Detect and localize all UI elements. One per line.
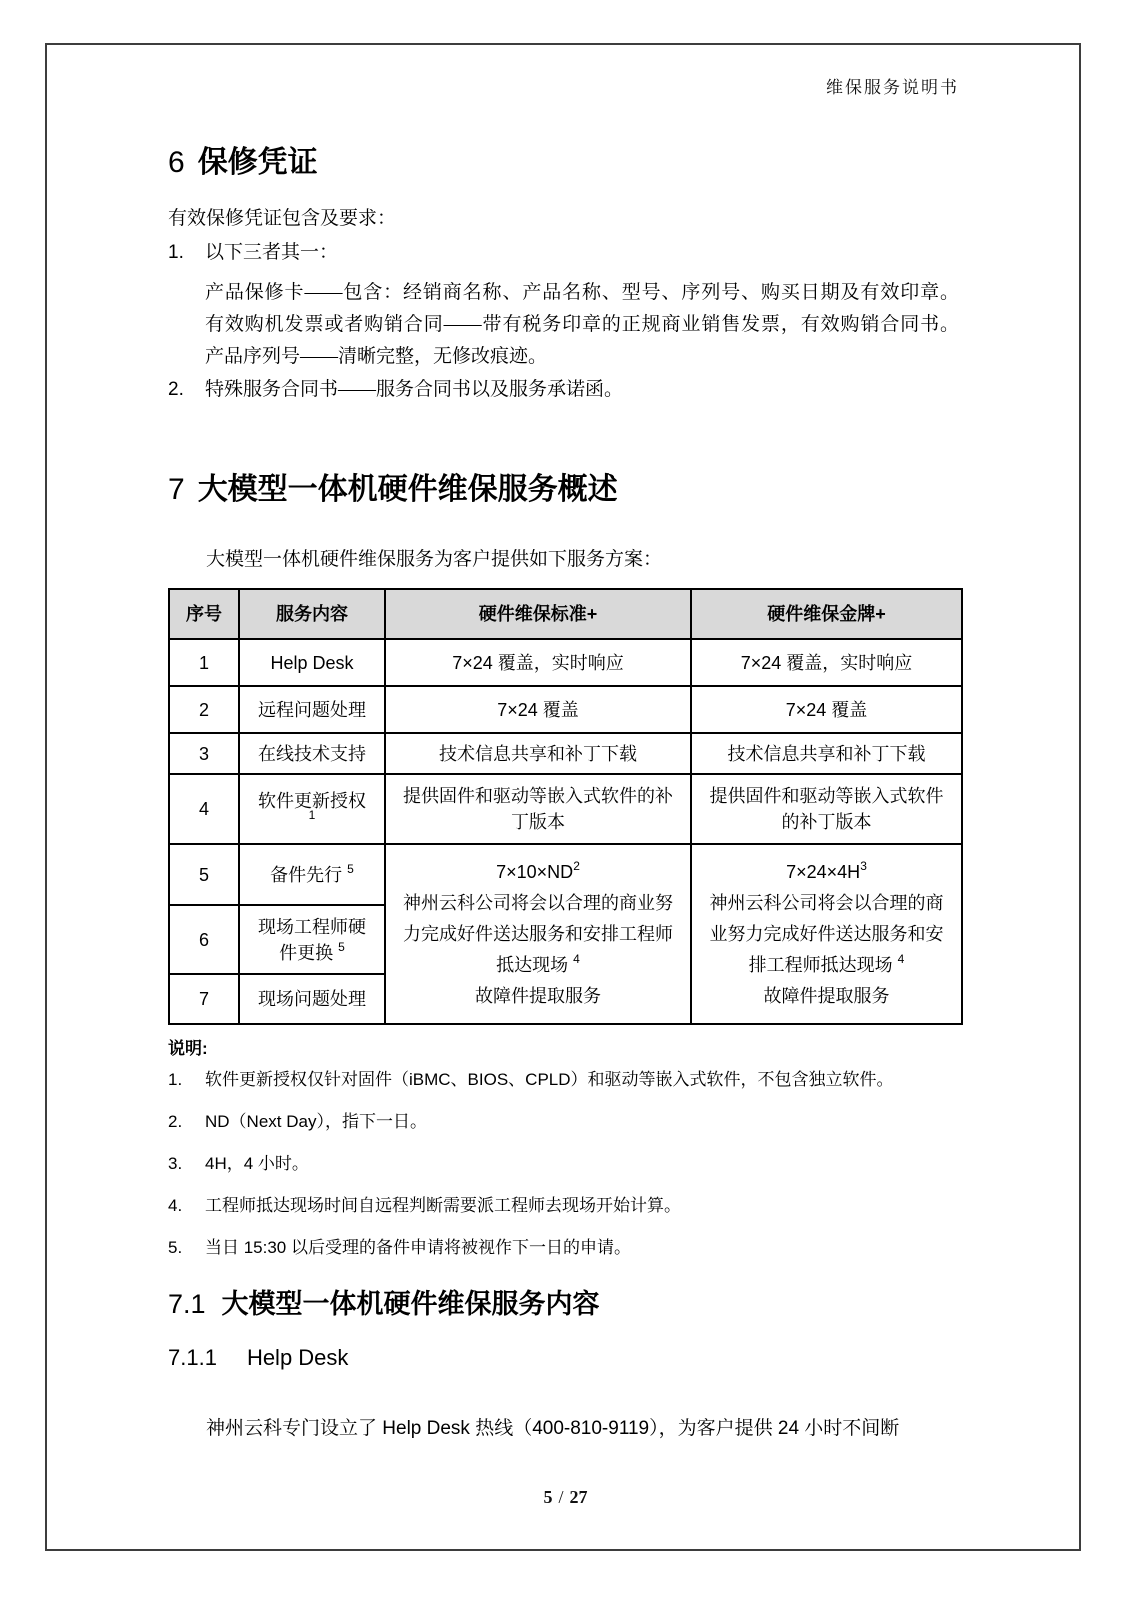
note-4-text: 工程师抵达现场时间自远程判断需要派工程师去现场开始计算。 [205,1196,681,1215]
footnote-marker: 3 [860,858,867,873]
section-7-1-title: 大模型一体机硬件维保服务内容 [221,1289,600,1319]
note-item-2 [168,1109,959,1135]
notes-label: 说明: [168,1039,208,1058]
cell-standard-merged [385,844,691,1024]
table-header-row [169,589,962,639]
helpdesk-paragraph: 神州云科专门设立了 Help Desk 热线（400-810-9119），为客户提供 24 小时不间断 [206,1418,900,1439]
cell-gold: 7×24 覆盖 [691,686,962,733]
section-6-intro: 有效保修凭证包含及要求： [168,208,397,229]
footnote-marker: 1 [308,808,316,822]
cell-gold-merged [691,844,962,1024]
cell-no: 6 [169,905,239,974]
table-row [169,733,962,774]
cell-gold: 提供固件和驱动等嵌入式软件的补丁版本 [691,774,962,844]
cell-service-footnote [252,808,372,829]
warranty-proof-paragraph [205,277,959,373]
sla-text: 7×10×ND [496,861,574,882]
cell-service [239,905,385,974]
cell-service: 现场问题处理 [239,974,385,1024]
section-6-number: 6 [168,146,185,179]
note-1-text: 软件更新授权仅针对固件（iBMC、BIOS、CPLD）和驱动等嵌入式软件，不包含独立软件。 [205,1070,894,1089]
list-item-1-text: 以下三者其一： [205,242,339,263]
cell-standard: 技术信息共享和补丁下载 [385,733,691,774]
note-1-number: 1. [168,1070,183,1089]
footnote-marker: 5 [347,861,354,876]
note-5-text: 当日 15:30 以后受理的备件申请将被视作下一日的申请。 [205,1238,631,1257]
page-number-separator: / [558,1487,564,1507]
warranty-proof-line-3: 产品序列号——清晰完整，无修改痕迹。 [205,346,548,367]
section-7-heading [168,472,959,508]
cell-service-text: 备件先行 [270,864,343,885]
header-cell-service: 服务内容 [239,589,385,639]
cell-gold: 技术信息共享和补丁下载 [691,733,962,774]
footnote-marker: 2 [573,858,580,873]
list-item-2-text: 特殊服务合同书——服务合同书以及服务承诺函。 [205,379,624,400]
sla-text: 7×24×4H [786,861,861,882]
section-7-title: 大模型一体机硬件维保服务概述 [197,473,618,506]
note-item-5 [168,1235,959,1261]
warranty-proof-line-2: 有效购机发票或者购销合同——带有税务印章的正规商业销售发票，有效购销合同书。 [205,314,959,335]
section-6-heading [168,145,959,181]
gold-desc-line [704,888,949,981]
service-plan-table [168,588,963,1025]
desc-text: 神州云科公司将会以合理的商业努力完成好件送达服务和安排工程师抵达现场 [403,892,673,975]
list-item-1 [168,239,959,267]
note-item-4 [168,1193,959,1219]
note-2-text: ND（Next Day），指下一日。 [205,1112,427,1131]
section-7-1-1-number: 7.1.1 [168,1345,217,1370]
section-7-1-heading [168,1287,959,1321]
standard-sla-line [398,857,678,888]
standard-desc-line [398,888,678,981]
footnote-marker: 4 [573,951,580,966]
table-row [169,774,962,844]
note-3-text: 4H，4 小时。 [205,1154,309,1173]
section-7-1-number: 7.1 [168,1289,206,1319]
cell-no: 3 [169,733,239,774]
page-content [168,43,959,1443]
running-header: 维保服务说明书 [826,78,959,97]
cell-standard: 提供固件和驱动等嵌入式软件的补丁版本 [385,774,691,844]
cell-no: 2 [169,686,239,733]
table-row [169,686,962,733]
note-5-number: 5. [168,1238,183,1257]
cell-standard: 7×24 覆盖，实时响应 [385,639,691,686]
section-7-1-1-title: Help Desk [246,1345,349,1370]
section-7-number: 7 [168,473,185,506]
note-3-number: 3. [168,1154,183,1173]
note-item-1 [168,1067,959,1093]
cell-no: 4 [169,774,239,844]
note-2-number: 2. [168,1112,183,1131]
page-number-current: 5 [543,1487,553,1507]
warranty-proof-line-1: 产品保修卡——包含：经销商名称、产品名称、型号、序列号、购买日期及有效印章。 [205,282,959,303]
section-7-intro: 大模型一体机硬件维保服务为客户提供如下服务方案： [206,549,663,570]
cell-no: 1 [169,639,239,686]
cell-no: 5 [169,844,239,905]
list-item-2 [168,376,959,404]
cell-service [239,844,385,905]
header-cell-no: 序号 [169,589,239,639]
page-footer [0,1487,1131,1508]
cell-gold: 7×24 覆盖，实时响应 [691,639,962,686]
section-7-1-1-heading [168,1345,959,1371]
table-row [169,639,962,686]
footnote-marker: 4 [897,951,905,966]
cell-service: 远程问题处理 [239,686,385,733]
desc-text: 神州云科公司将会以合理的商业努力完成好件送达服务和安排工程师抵达现场 [709,892,944,975]
list-item-2-number: 2. [168,379,184,400]
cell-service-text: 现场工程师硬件更换 [258,916,366,963]
list-item-1-number: 1. [168,242,184,263]
cell-service: 在线技术支持 [239,733,385,774]
standard-extract-line: 故障件提取服务 [475,985,601,1006]
section-6-title: 保修凭证 [197,146,318,179]
cell-service [239,774,385,844]
note-4-number: 4. [168,1196,183,1215]
gold-extract-line: 故障件提取服务 [763,985,890,1006]
cell-service-text: 软件更新授权 [258,791,366,811]
header-cell-gold: 硬件维保金牌+ [691,589,962,639]
cell-service: Help Desk [239,639,385,686]
header-cell-standard: 硬件维保标准+ [385,589,691,639]
gold-sla-line [704,857,949,888]
page-number-total: 27 [569,1487,588,1507]
cell-no: 7 [169,974,239,1024]
footnote-marker: 5 [338,939,345,954]
cell-standard: 7×24 覆盖 [385,686,691,733]
table-row [169,844,962,905]
note-item-3 [168,1151,959,1177]
